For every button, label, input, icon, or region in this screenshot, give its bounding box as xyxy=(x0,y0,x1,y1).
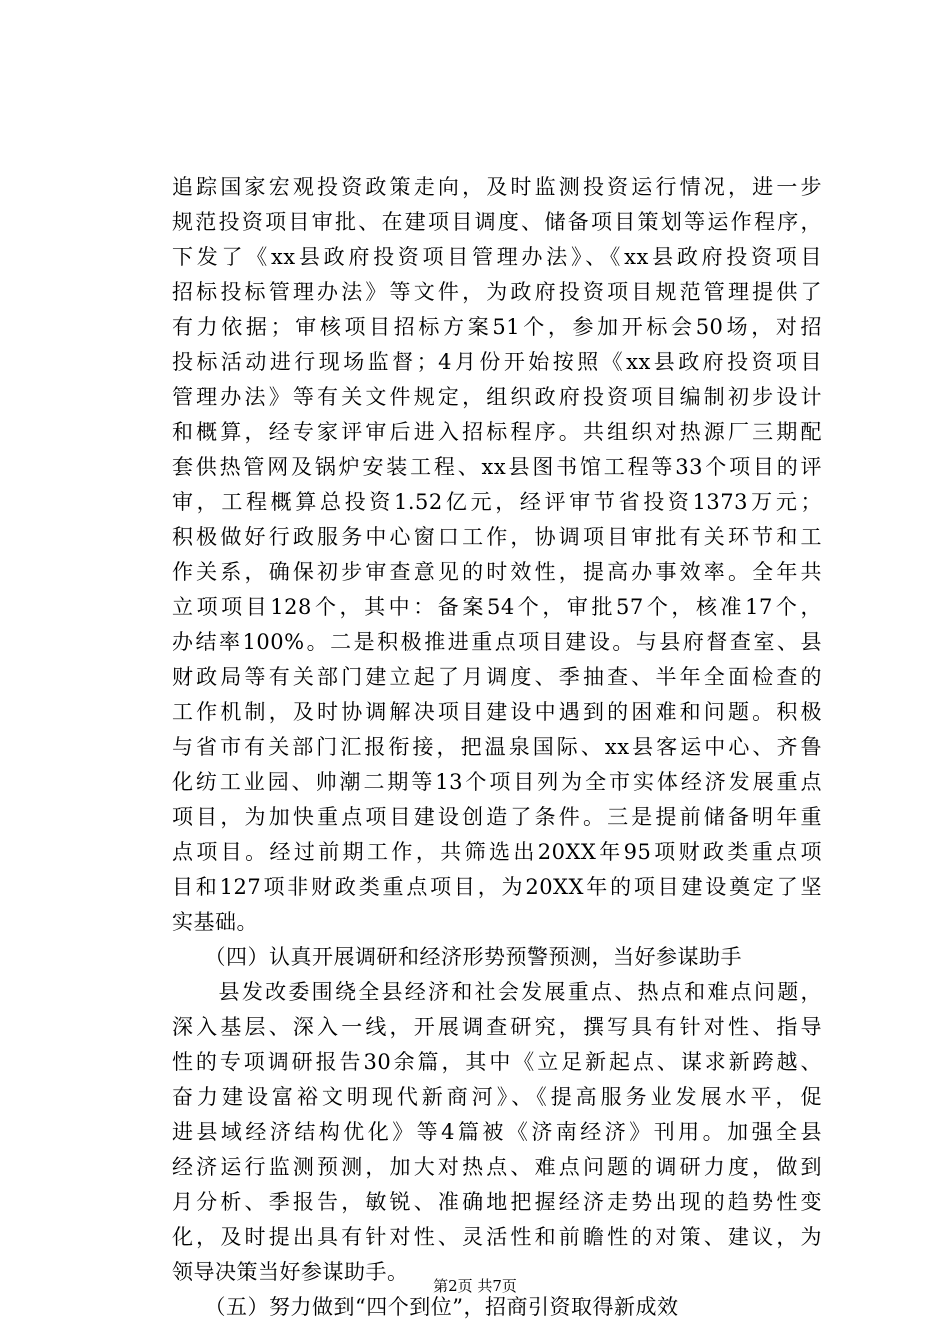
text-line: 奋力建设富裕文明现代新商河》、《提高服务业发展水平，促 xyxy=(172,1085,822,1109)
text-line: 经济运行监测预测，加大对热点、难点问题的调研力度，做到 xyxy=(172,1155,822,1179)
text-line: 深入基层、深入一线，开展调查研究，撰写具有针对性、指导 xyxy=(172,1015,822,1039)
text-line: 积极做好行政服务中心窗口工作，协调项目审批有关环节和工 xyxy=(172,525,822,549)
text-line: 财政局等有关部门建立起了月调度、季抽查、半年全面检查的 xyxy=(172,665,822,689)
text-line: 进县域经济结构优化》等4篇被《济南经济》刊用。加强全县 xyxy=(172,1120,822,1144)
text-line: 套供热管网及锅炉安装工程、xx县图书馆工程等33个项目的评 xyxy=(172,455,822,479)
text-line: 月分析、季报告，敏锐、准确地把握经济走势出现的趋势性变 xyxy=(172,1190,822,1214)
text-line: 性的专项调研报告30余篇，其中《立足新起点、谋求新跨越、 xyxy=(172,1050,822,1074)
text-line: 实基础。 xyxy=(172,910,258,934)
text-line: 作关系，确保初步审查意见的时效性，提高办事效率。全年共 xyxy=(172,560,822,584)
text-line: 工作机制，及时协调解决项目建设中遇到的困难和问题。积极 xyxy=(172,700,822,724)
text-line: 招标投标管理办法》等文件，为政府投资项目规范管理提供了 xyxy=(172,280,822,304)
text-line: 化，及时提出具有针对性、灵活性和前瞻性的对策、建议，为 xyxy=(172,1225,822,1249)
text-line: 办结率100%。二是积极推进重点项目建设。与县府督查室、县 xyxy=(172,630,822,654)
text-line: 项目，为加快重点项目建设创造了条件。三是提前储备明年重 xyxy=(172,805,822,829)
text-line: 与省市有关部门汇报衔接，把温泉国际、xx县客运中心、齐鲁 xyxy=(172,735,822,759)
text-line: 追踪国家宏观投资政策走向，及时监测投资运行情况，进一步 xyxy=(172,175,822,199)
text-line: 化纺工业园、帅潮二期等13个项目列为全市实体经济发展重点 xyxy=(172,770,822,794)
text-line: 审，工程概算总投资1.52亿元，经评审节省投资1373万元； xyxy=(172,490,822,514)
text-line: 点项目。经过前期工作，共筛选出20XX年95项财政类重点项 xyxy=(172,840,822,864)
text-line: 县发改委围绕全县经济和社会发展重点、热点和难点问题， xyxy=(172,980,822,1004)
text-line: 领导决策当好参谋助手。 xyxy=(172,1260,409,1284)
text-line: 有力依据；审核项目招标方案51个，参加开标会50场，对招 xyxy=(172,315,822,339)
text-line: 管理办法》等有关文件规定，组织政府投资项目编制初步设计 xyxy=(172,385,822,409)
document-body xyxy=(172,170,822,1325)
section-heading: （五）努力做到“四个到位”，招商引资取得新成效 xyxy=(172,1295,679,1319)
text-line: 立项项目128个，其中：备案54个，审批57个，核准17个， xyxy=(172,595,822,619)
text-line: 和概算，经专家评审后进入招标程序。共组织对热源厂三期配 xyxy=(172,420,822,444)
text-line: 投标活动进行现场监督；4月份开始按照《xx县政府投资项目 xyxy=(172,350,822,374)
text-line: 目和127项非财政类重点项目，为20XX年的项目建设奠定了坚 xyxy=(172,875,822,899)
page-number-footer: 第2页 共7页 xyxy=(433,1277,517,1295)
text-line: 规范投资项目审批、在建项目调度、储备项目策划等运作程序， xyxy=(172,210,822,234)
section-heading: （四）认真开展调研和经济形势预警预测，当好参谋助手 xyxy=(172,945,742,969)
text-line: 下发了《xx县政府投资项目管理办法》、《xx县政府投资项目 xyxy=(172,245,822,269)
